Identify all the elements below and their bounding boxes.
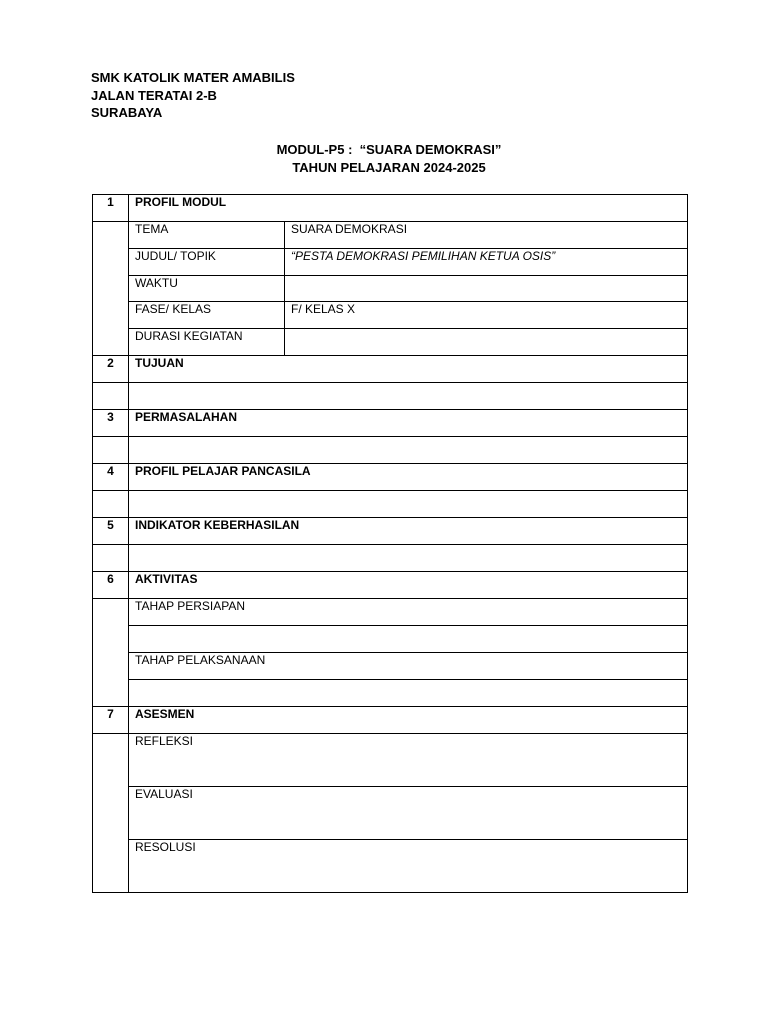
- field-value: [285, 329, 688, 356]
- blank-cell: [129, 680, 688, 707]
- section-title: PROFIL MODUL: [129, 195, 688, 222]
- section-title: INDIKATOR KEBERHASILAN: [129, 518, 688, 545]
- field-label: FASE/ KELAS: [129, 302, 285, 329]
- field-value: [285, 276, 688, 302]
- assessment-label: EVALUASI: [129, 787, 688, 840]
- blank-cell: [129, 383, 688, 410]
- activity-label: TAHAP PELAKSANAAN: [129, 653, 688, 680]
- field-label: DURASI KEGIATAN: [129, 329, 285, 356]
- blank-row: [93, 383, 688, 410]
- section-number: 1: [93, 195, 129, 222]
- field-value: F/ KELAS X: [285, 302, 688, 329]
- assessment-label: REFLEKSI: [129, 734, 688, 787]
- section-row-indikator: [93, 518, 688, 545]
- activity-label: TAHAP PERSIAPAN: [129, 599, 688, 626]
- section-row-tujuan: [93, 356, 688, 383]
- asesmen-row-refleksi: [93, 734, 688, 787]
- field-label: JUDUL/ TOPIK: [129, 249, 285, 276]
- blank-row: [93, 437, 688, 464]
- section-row-profil-pelajar: [93, 464, 688, 491]
- profil-row-judul: [93, 249, 688, 276]
- section-number: 5: [93, 518, 129, 545]
- section-title: TUJUAN: [129, 356, 688, 383]
- blank-row: [93, 626, 688, 653]
- section-row-permasalahan: [93, 410, 688, 437]
- blank-cell: [129, 626, 688, 653]
- section-number: 3: [93, 410, 129, 437]
- profil-row-waktu: [93, 276, 688, 302]
- asesmen-row-evaluasi: [93, 787, 688, 840]
- document-title: MODUL-P5 : “SUARA DEMOKRASI”: [276, 142, 502, 157]
- profil-row-durasi: [93, 329, 688, 356]
- section-number: 7: [93, 707, 129, 734]
- school-name: SMK KATOLIK MATER AMABILIS: [91, 70, 295, 85]
- blank-number-cell: [93, 222, 129, 356]
- blank-cell: [129, 437, 688, 464]
- field-label: WAKTU: [129, 276, 285, 302]
- blank-cell: [93, 491, 129, 518]
- blank-cell: [93, 437, 129, 464]
- section-title: AKTIVITAS: [129, 572, 688, 599]
- school-address: JALAN TERATAI 2-B: [91, 87, 217, 103]
- section-title: PERMASALAHAN: [129, 410, 688, 437]
- school-city: SURABAYA: [91, 105, 163, 120]
- blank-number-cell: [93, 734, 129, 893]
- blank-cell: [93, 545, 129, 572]
- section-row-profil-modul: [93, 195, 688, 222]
- field-value: “PESTA DEMOKRASI PEMILIHAN KETUA OSIS”: [285, 249, 688, 276]
- section-row-aktivitas: [93, 572, 688, 599]
- school-header: [91, 69, 295, 122]
- section-number: 2: [93, 356, 129, 383]
- blank-number-cell: [93, 599, 129, 707]
- field-label: TEMA: [129, 222, 285, 249]
- blank-cell: [129, 491, 688, 518]
- asesmen-row-resolusi: [93, 840, 688, 893]
- aktivitas-row-persiapan: [93, 599, 688, 626]
- module-table: [92, 194, 688, 893]
- section-title: ASESMEN: [129, 707, 688, 734]
- document-title-block: [0, 141, 768, 176]
- blank-row: [93, 680, 688, 707]
- blank-cell: [129, 545, 688, 572]
- section-title: PROFIL PELAJAR PANCASILA: [129, 464, 688, 491]
- section-number: 4: [93, 464, 129, 491]
- document-subtitle: TAHUN PELAJARAN 2024-2025: [292, 159, 486, 175]
- profil-row-fase: [93, 302, 688, 329]
- blank-cell: [93, 383, 129, 410]
- assessment-label: RESOLUSI: [129, 840, 688, 893]
- profil-row-tema: [93, 222, 688, 249]
- blank-row: [93, 491, 688, 518]
- blank-row: [93, 545, 688, 572]
- aktivitas-row-pelaksanaan: [93, 653, 688, 680]
- field-value: SUARA DEMOKRASI: [285, 222, 688, 249]
- section-number: 6: [93, 572, 129, 599]
- section-row-asesmen: [93, 707, 688, 734]
